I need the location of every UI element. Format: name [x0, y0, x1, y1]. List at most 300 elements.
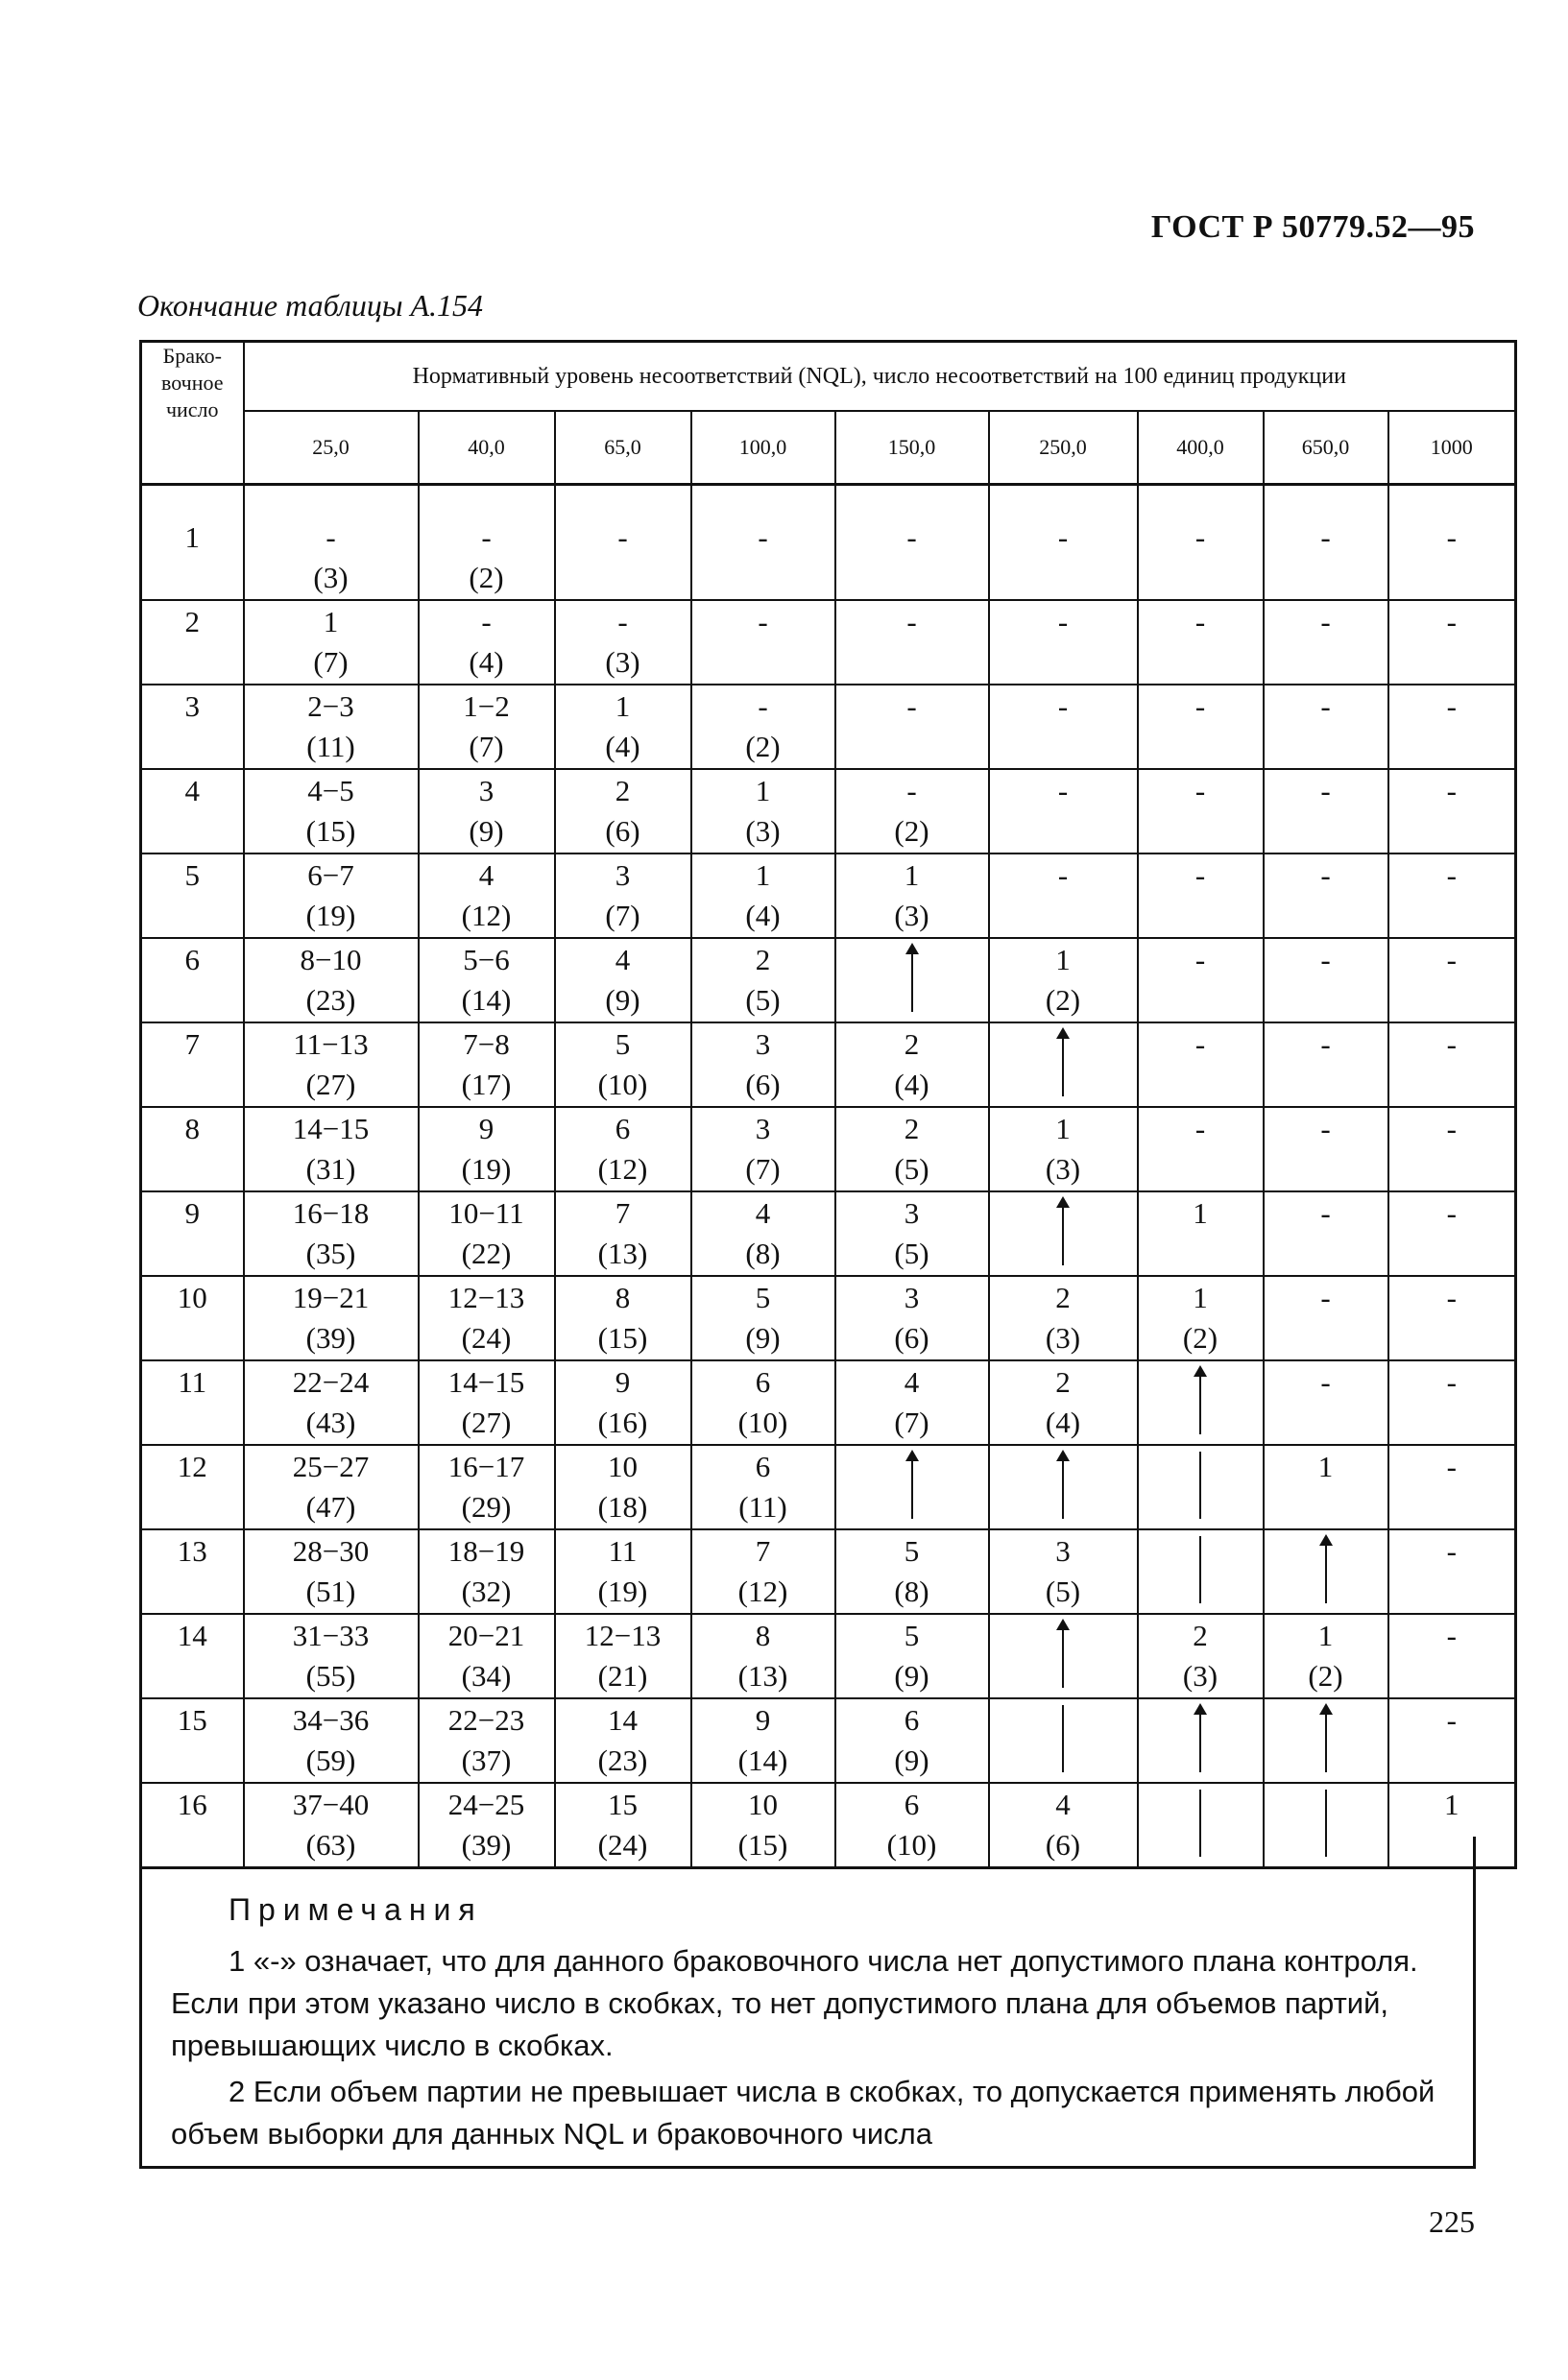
cell-lot-size: (29) [461, 1490, 512, 1524]
table-cell [1264, 1698, 1388, 1783]
rejection-number-cell: 11 [141, 1360, 244, 1445]
cell-lot-size: (23) [597, 1743, 648, 1777]
cell-lot-size: (3) [313, 561, 349, 594]
table-cell [1138, 1445, 1264, 1529]
cell-value: - [1446, 1281, 1457, 1314]
table-cell [244, 485, 419, 601]
cell-lot-size: (3) [1045, 1152, 1081, 1186]
cell-lot-size: (31) [305, 1152, 356, 1186]
cell-lot-size: (27) [305, 1068, 356, 1101]
cell-lot-size [1265, 643, 1387, 684]
cell-lot-size: (2) [1308, 1659, 1343, 1693]
cell-lot-size [692, 643, 834, 684]
cell-lot-size: (2) [469, 561, 504, 594]
cell-lot-size: (6) [1045, 1828, 1081, 1862]
cell-value: 1 [1317, 1450, 1334, 1483]
table-cell [1264, 1445, 1388, 1529]
cell-value: 3 [615, 858, 631, 892]
cell-value: 2 [615, 774, 631, 807]
table-cell [419, 1107, 555, 1191]
cell-lot-size: (8) [745, 1237, 781, 1270]
cell-lot-size: (5) [894, 1237, 929, 1270]
table-cell [691, 1698, 835, 1783]
cell-lot-size: (55) [305, 1659, 356, 1693]
cell-lot-size: (4) [1045, 1406, 1081, 1439]
cell-value: - [1057, 520, 1069, 554]
table-cell [1138, 685, 1264, 769]
table-cell [691, 1022, 835, 1107]
up-arrow-icon [1316, 1701, 1336, 1776]
table-cell [989, 769, 1138, 853]
cell-lot-size: (4) [469, 645, 504, 679]
cell-value: - [481, 520, 492, 554]
cell-lot-size: (11) [306, 730, 355, 763]
cell-lot-size: (4) [605, 730, 640, 763]
table-cell [419, 853, 555, 938]
cell-value: 7−8 [463, 1027, 510, 1061]
cell-lot-size [1139, 1066, 1263, 1106]
cell-lot-size: (18) [597, 1490, 648, 1524]
up-arrow-icon [1316, 1532, 1336, 1607]
cell-value: 25−27 [292, 1450, 370, 1483]
cell-value: 2 [1055, 1281, 1071, 1314]
cell-value: 2 [1193, 1619, 1208, 1652]
table-cell [989, 485, 1138, 601]
table-cell [1388, 685, 1516, 769]
table-cell [244, 938, 419, 1022]
cell-lot-size: (32) [461, 1575, 512, 1608]
cell-lot-size: (5) [745, 983, 781, 1017]
cell-lot-size: (19) [597, 1575, 648, 1608]
cell-value: - [481, 605, 492, 638]
table-cell [989, 1022, 1138, 1107]
column-header: 400,0 [1138, 411, 1264, 485]
table-cell [1264, 1022, 1388, 1107]
cell-value: 10 [748, 1788, 778, 1821]
cell-lot-size [990, 728, 1137, 768]
cell-value: 37−40 [292, 1788, 370, 1821]
table-cell [555, 1360, 691, 1445]
table-cell [989, 1191, 1138, 1276]
cell-lot-size [1139, 559, 1263, 599]
table-cell [555, 1276, 691, 1360]
cell-value: 5 [755, 1281, 771, 1314]
cell-value: - [906, 689, 917, 723]
cell-value: - [1194, 689, 1206, 723]
cell-value: - [1446, 520, 1457, 554]
cell-lot-size: (59) [305, 1743, 356, 1777]
table-cell [1264, 1107, 1388, 1191]
notes-title: Примечания [229, 1892, 483, 1927]
cell-lot-size: (10) [737, 1406, 788, 1439]
cell-value: - [1446, 1196, 1457, 1230]
table-cell [989, 1614, 1138, 1698]
cell-lot-size: (3) [894, 899, 929, 932]
cell-lot-size [692, 559, 834, 599]
cell-value: 2 [755, 943, 771, 976]
cell-value: - [1446, 1365, 1457, 1399]
rejection-number-cell: 15 [141, 1698, 244, 1783]
cell-lot-size: (47) [305, 1490, 356, 1524]
cell-value: - [1320, 943, 1331, 976]
table-cell [1138, 1698, 1264, 1783]
cell-lot-size: (15) [737, 1828, 788, 1862]
table-cell [244, 1698, 419, 1783]
cell-lot-size: (22) [461, 1237, 512, 1270]
up-arrow-icon [903, 1448, 922, 1523]
cell-value: 4−5 [307, 774, 354, 807]
table-cell [691, 938, 835, 1022]
table-cell [244, 685, 419, 769]
rejection-number-cell: 12 [141, 1445, 244, 1529]
cell-lot-size: (7) [605, 899, 640, 932]
cell-value: - [1446, 943, 1457, 976]
cell-lot-size [1139, 728, 1263, 768]
cell-value: - [617, 605, 628, 638]
cell-value: - [1320, 1196, 1331, 1230]
cell-lot-size [1389, 981, 1515, 1022]
table-cell [835, 685, 989, 769]
table-cell [555, 485, 691, 601]
cell-lot-size: (16) [597, 1406, 648, 1439]
cell-value: 3 [904, 1196, 920, 1230]
table-cell [691, 1529, 835, 1614]
table-cell [419, 1191, 555, 1276]
table-cell [1388, 769, 1516, 853]
table-cell [244, 1360, 419, 1445]
table-cell [555, 1191, 691, 1276]
cell-lot-size [1389, 643, 1515, 684]
cell-value: 1 [1055, 943, 1071, 976]
cell-lot-size: (10) [597, 1068, 648, 1101]
note-2: 2 Если объем партии не превышает числа в скобках, то допускается применять любой объем выборки для данных NQL и браковочного числа [171, 2075, 1435, 2151]
cell-value: 2 [1055, 1365, 1071, 1399]
column-header: 650,0 [1264, 411, 1388, 485]
cell-value: 7 [615, 1196, 631, 1230]
cell-value: 14−15 [447, 1365, 525, 1399]
cell-value: 16−17 [447, 1450, 525, 1483]
table-cell [1388, 600, 1516, 685]
cell-lot-size: (3) [1182, 1659, 1218, 1693]
column-header: 1000 [1388, 411, 1516, 485]
cell-lot-size [1139, 981, 1263, 1022]
table-row [141, 1698, 1516, 1783]
table-cell [1264, 685, 1388, 769]
table-row [141, 685, 1516, 769]
cell-value: 5 [904, 1534, 920, 1568]
cell-value: - [1057, 605, 1069, 638]
table-cell [1388, 1360, 1516, 1445]
table-cell [1264, 600, 1388, 685]
cell-value: - [1320, 605, 1331, 638]
cell-lot-size [1389, 1235, 1515, 1275]
cell-lot-size [1389, 1488, 1515, 1528]
table-cell [1264, 1614, 1388, 1698]
cell-value: 5 [904, 1619, 920, 1652]
cell-value: - [1194, 858, 1206, 892]
cell-lot-size: (51) [305, 1575, 356, 1608]
cell-value: - [1057, 858, 1069, 892]
cell-lot-size [1139, 812, 1263, 853]
table-cell [419, 1698, 555, 1783]
table-row [141, 853, 1516, 938]
column-header: 40,0 [419, 411, 555, 485]
table-cell [1138, 1191, 1264, 1276]
rejection-number-cell: 4 [141, 769, 244, 853]
table-cell [1388, 1445, 1516, 1529]
table-cell [419, 685, 555, 769]
rejection-number-cell: 3 [141, 685, 244, 769]
table-cell [555, 1445, 691, 1529]
cell-lot-size: (6) [745, 1068, 781, 1101]
cell-lot-size: (15) [305, 814, 356, 848]
cell-value: 6 [904, 1788, 920, 1821]
cell-value: - [1320, 1365, 1331, 1399]
cell-lot-size: (39) [305, 1321, 356, 1355]
cell-value: 8−10 [300, 943, 362, 976]
cell-lot-size [836, 559, 988, 599]
cell-value: 4 [904, 1365, 920, 1399]
column-header: 250,0 [989, 411, 1138, 485]
cell-value: 9 [755, 1703, 771, 1737]
cell-value: 9 [478, 1112, 495, 1145]
table-cell [1264, 853, 1388, 938]
cell-lot-size: (35) [305, 1237, 356, 1270]
table-cell [1388, 1614, 1516, 1698]
cell-value: - [1446, 1450, 1457, 1483]
cell-lot-size [556, 559, 690, 599]
table-cell [989, 1529, 1138, 1614]
table-row [141, 1022, 1516, 1107]
table-row [141, 1529, 1516, 1614]
table-cell [1138, 1614, 1264, 1698]
table-cell [555, 600, 691, 685]
table-cell [835, 1276, 989, 1360]
cell-value: - [906, 520, 917, 554]
table-cell [691, 1360, 835, 1445]
cell-lot-size [836, 643, 988, 684]
table-cell [835, 853, 989, 938]
table-cell [835, 1614, 989, 1698]
table-cell [1264, 1360, 1388, 1445]
cell-lot-size: (6) [605, 814, 640, 848]
cell-lot-size [1139, 1235, 1263, 1275]
cell-value: 1 [1317, 1619, 1334, 1652]
table-row [141, 1445, 1516, 1529]
cell-value: - [1194, 520, 1206, 554]
cell-lot-size: (13) [597, 1237, 648, 1270]
column-header: 150,0 [835, 411, 989, 485]
cell-value: - [1446, 774, 1457, 807]
cell-lot-size: (7) [469, 730, 504, 763]
up-arrow-icon [903, 941, 922, 1016]
table-cell [244, 1614, 419, 1698]
table-cell [244, 600, 419, 685]
up-arrow-icon [1191, 1363, 1210, 1438]
cell-value: 1 [1193, 1281, 1208, 1314]
cell-value: 12−13 [447, 1281, 525, 1314]
cell-value: - [1320, 1281, 1331, 1314]
notes-section [139, 1837, 1476, 2169]
table-cell [835, 938, 989, 1022]
cell-lot-size: (19) [461, 1152, 512, 1186]
table-cell [691, 1276, 835, 1360]
cell-lot-size: (4) [894, 1068, 929, 1101]
table-cell [691, 1107, 835, 1191]
up-arrow-icon [1191, 1701, 1210, 1776]
cell-value: 15 [608, 1788, 638, 1821]
table-cell [989, 853, 1138, 938]
table-cell [555, 1107, 691, 1191]
vertical-line-icon [1191, 1532, 1210, 1607]
cell-value: - [1446, 1534, 1457, 1568]
table-row [141, 1614, 1516, 1698]
table-cell [555, 769, 691, 853]
rejection-number-cell: 13 [141, 1529, 244, 1614]
table-cell [835, 600, 989, 685]
cell-value: - [1320, 689, 1331, 723]
cell-value: - [1194, 605, 1206, 638]
cell-value: 16−18 [292, 1196, 370, 1230]
table-cell [835, 1360, 989, 1445]
cell-value: - [1194, 943, 1206, 976]
cell-lot-size: (14) [737, 1743, 788, 1777]
cell-lot-size [1389, 1066, 1515, 1106]
cell-value: - [1446, 1703, 1457, 1737]
cell-lot-size: (14) [461, 983, 512, 1017]
cell-value: 3 [1055, 1534, 1071, 1568]
table-row [141, 600, 1516, 685]
cell-value: 1 [755, 858, 771, 892]
table-cell [419, 1445, 555, 1529]
cell-value: 6 [904, 1703, 920, 1737]
cell-value: - [1446, 1027, 1457, 1061]
table-row [141, 769, 1516, 853]
cell-lot-size: (10) [886, 1828, 937, 1862]
cell-value: - [758, 605, 768, 638]
cell-lot-size: (3) [1045, 1321, 1081, 1355]
note-1: 1 «-» означает, что для данного браковочного числа нет допустимого плана контроля. Если при этом указано число в скобках, то нет допустимого плана для объемов партий, превышающих число в скобках. [171, 1944, 1418, 2062]
table-cell [835, 769, 989, 853]
cell-value: - [617, 520, 628, 554]
table-cell [989, 1107, 1138, 1191]
cell-lot-size: (27) [461, 1406, 512, 1439]
cell-value: 1 [755, 774, 771, 807]
cell-lot-size: (7) [745, 1152, 781, 1186]
cell-lot-size [990, 643, 1137, 684]
cell-lot-size [1265, 981, 1387, 1022]
cell-lot-size [836, 728, 988, 768]
cell-value: - [1057, 689, 1069, 723]
cell-lot-size [1139, 1150, 1263, 1190]
cell-value: 1 [1444, 1788, 1459, 1821]
cell-lot-size [1265, 897, 1387, 937]
table-cell [1264, 1191, 1388, 1276]
table-cell [1264, 1276, 1388, 1360]
table-cell [555, 1698, 691, 1783]
cell-value: - [1320, 858, 1331, 892]
table-cell [419, 1360, 555, 1445]
table-cell [1138, 853, 1264, 938]
rejection-number-cell: 2 [141, 600, 244, 685]
table-cell [989, 1276, 1138, 1360]
cell-value: 1 [1055, 1112, 1071, 1145]
cell-value: - [1446, 1112, 1457, 1145]
cell-lot-size: (9) [745, 1321, 781, 1355]
table-cell [691, 1191, 835, 1276]
cell-value: 20−21 [447, 1619, 525, 1652]
table-cell [244, 1529, 419, 1614]
cell-value: - [1194, 1027, 1206, 1061]
nql-table [139, 340, 1517, 1869]
cell-lot-size [1389, 1404, 1515, 1444]
cell-lot-size: (7) [313, 645, 349, 679]
table-cell [691, 685, 835, 769]
table-cell [691, 1614, 835, 1698]
cell-lot-size [1265, 559, 1387, 599]
rejection-number-cell: 9 [141, 1191, 244, 1276]
rejection-number-cell: 14 [141, 1614, 244, 1698]
cell-lot-size [1265, 1235, 1387, 1275]
cell-lot-size: (13) [737, 1659, 788, 1693]
cell-lot-size: (9) [469, 814, 504, 848]
table-cell [419, 1022, 555, 1107]
cell-lot-size [1389, 728, 1515, 768]
cell-lot-size: (2) [894, 814, 929, 848]
table-cell [244, 1191, 419, 1276]
cell-lot-size [1139, 643, 1263, 684]
table-row [141, 1360, 1516, 1445]
cell-lot-size: (9) [605, 983, 640, 1017]
cell-lot-size: (17) [461, 1068, 512, 1101]
table-row [141, 485, 1516, 601]
table-cell [835, 1107, 989, 1191]
cell-lot-size [990, 559, 1137, 599]
column-header: 65,0 [555, 411, 691, 485]
table-cell [244, 1445, 419, 1529]
table-row [141, 1276, 1516, 1360]
table-cell [835, 1529, 989, 1614]
column-header: 25,0 [244, 411, 419, 485]
cell-lot-size: (7) [894, 1406, 929, 1439]
table-cell [989, 685, 1138, 769]
table-cell [691, 600, 835, 685]
table-cell [1264, 485, 1388, 601]
cell-value: - [758, 520, 768, 554]
cell-lot-size: (15) [597, 1321, 648, 1355]
cell-value: 4 [615, 943, 631, 976]
cell-lot-size: (24) [461, 1321, 512, 1355]
cell-lot-size: (2) [1182, 1321, 1218, 1355]
cell-value: 2 [904, 1027, 920, 1061]
cell-lot-size: (9) [894, 1659, 929, 1693]
table-cell [1388, 1022, 1516, 1107]
table-cell [1138, 938, 1264, 1022]
cell-lot-size: (43) [305, 1406, 356, 1439]
cell-value: - [1446, 689, 1457, 723]
nql-group-header: Нормативный уровень несоответствий (NQL), число несоответствий на 100 единиц продукции [244, 342, 1516, 412]
cell-value: 24−25 [447, 1788, 525, 1821]
cell-lot-size: (6) [894, 1321, 929, 1355]
table-cell [1388, 938, 1516, 1022]
cell-value: 3 [755, 1027, 771, 1061]
cell-value: - [906, 774, 917, 807]
cell-value: 3 [904, 1281, 920, 1314]
table-cell [835, 485, 989, 601]
rejection-number-cell: 1 [141, 485, 244, 601]
cell-value: 11−13 [293, 1027, 369, 1061]
up-arrow-icon [1053, 1617, 1073, 1692]
